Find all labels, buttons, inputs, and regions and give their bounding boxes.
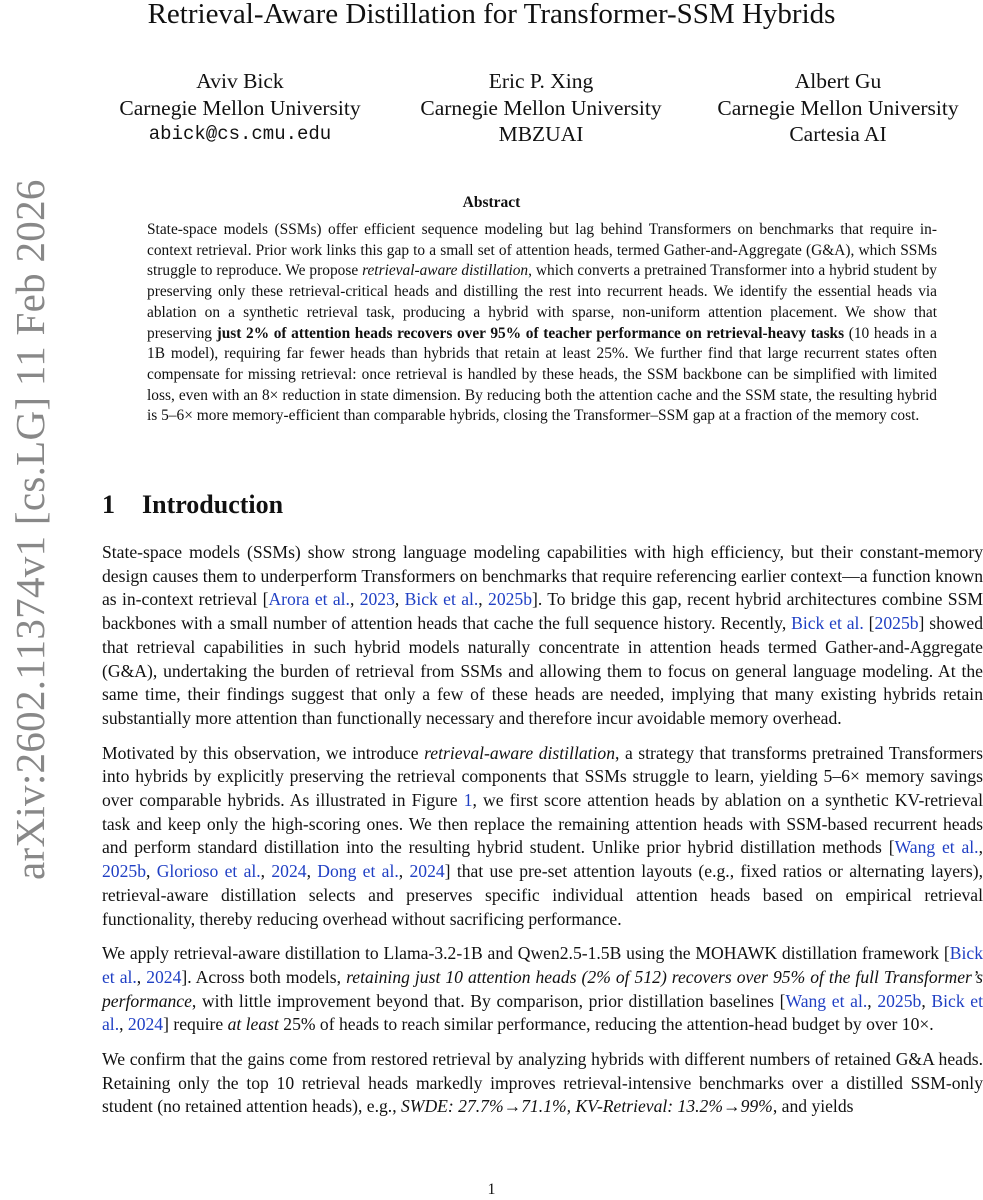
citation-link[interactable]: Wang et al.	[894, 837, 979, 858]
citation-link[interactable]: 2025b	[488, 589, 533, 610]
author-affiliation: Carnegie Mellon University	[717, 95, 959, 120]
citation-link[interactable]: Glorioso et al.	[156, 861, 261, 882]
paragraph: We confirm that the gains come from restored retrieval by analyzing hybrids with different numbers of retained G&A heads. Retaining only the top 10 retrieval heads markedly improves retrieval-intensive benchmarks over a distilled SSM-only student (no retained attention heads), e.g., SWDE: 27.7%→71.1%, KV-Retrieval: 13.2%→99%, and yields	[102, 1049, 983, 1117]
citation-link[interactable]: 2024	[127, 1014, 164, 1035]
author-affiliation: MBZUAI	[498, 122, 584, 146]
author-affiliation: Carnegie Mellon University	[420, 95, 662, 120]
section-heading: 1 Introduction	[102, 490, 284, 519]
abstract-heading: Abstract	[462, 194, 521, 211]
citation-link[interactable]: Wang et al.	[785, 990, 868, 1011]
citation-link[interactable]: 2025b	[102, 861, 146, 882]
figure-link[interactable]: 1	[463, 790, 473, 811]
citation-link[interactable]: Bick et al.	[404, 589, 479, 610]
citation-link[interactable]: 2025b	[877, 990, 922, 1011]
author-block	[693, 68, 983, 148]
citation-link[interactable]: 2024	[146, 966, 182, 987]
abstract-text: State-space models (SSMs) offer efficient sequence modeling but lag behind Transformers on benchmarks that require in-context retrieval. Prior work links this gap to a small set of attention heads, termed Gather-and-Aggregate (G&A), which SSMs struggle to reproduce. We propose retrieval-aware distillation, which converts a pretrained Transformer into a hybrid student by preserving only these retrieval-critical heads and distilling the rest into recurrent heads. We identify the essential heads via ablation on a synthetic retrieval task, producing a hybrid with sparse, non-uniform attention placement. We show that preserving just 2% of attention heads recovers over 95% of teacher performance on retrieval-heavy tasks (10 heads in a 1B model), requiring far fewer heads than hybrids that retain at least 25%. We further find that large recurrent states often compensate for missing retrieval: once retrieval is handled by these heads, the SSM backbone can be simplified with limited loss, even with an 8× reduction in state dimension. By reducing both the attention cache and the SSM state, the resulting hybrid is 5–6× more memory-efficient than comparable hybrids, closing the Transformer–SSM gap at a fraction of the memory cost.	[147, 221, 937, 425]
page-number: 1	[487, 1181, 496, 1198]
author-affiliation: Cartesia AI	[789, 122, 887, 146]
paragraph: State-space models (SSMs) show strong language modeling capabilities with high efficiency, but their constant-memory design causes them to underperform Transformers on benchmarks that require referencing earlier context—a function known as in-context retrieval [Arora et al., 2023, Bick et al., 2025b]. To bridge this gap, recent hybrid architectures combine SSM backbones with a small number of attention heads that cache the full sequence history. Recently, Bick et al. [2025b] showed that retrieval capabilities in such hybrid models naturally concentrate in attention heads termed Gather-and-Aggregate (G&A), undertaking the burden of retrieval from SSMs and allowing them to focus on general language modeling. At the same time, their findings suggest that only a few of these heads are needed, implying that many existing hybrids retain substantially more attention than functionally necessary and therefore incur avoidable memory overhead.	[102, 542, 983, 728]
citation-link[interactable]: Bick et al.	[791, 613, 864, 634]
citation-link[interactable]: 2025b	[874, 613, 919, 634]
citation-link[interactable]: Bick et al.	[102, 990, 983, 1035]
author-email[interactable]: abick@cs.cmu.edu	[148, 123, 332, 145]
author-name: Aviv Bick	[196, 69, 284, 93]
citation-link[interactable]: 2024	[409, 861, 445, 882]
body-text	[102, 541, 983, 1130]
citation-link[interactable]: Arora et al.	[268, 589, 350, 610]
citation-link[interactable]: Dong et al.	[317, 861, 399, 882]
author-block	[95, 68, 385, 148]
citation-link[interactable]: 2023	[359, 589, 395, 610]
paper-title: Retrieval-Aware Distillation for Transformer-SSM Hybrids	[147, 0, 836, 30]
citation-link[interactable]: 2024	[271, 861, 307, 882]
author-name: Albert Gu	[794, 69, 882, 93]
paragraph: We apply retrieval-aware distillation to Llama-3.2-1B and Qwen2.5-1.5B using the MOHAWK distillation framework [Bick et al., 2024]. Across both models, retaining just 10 attention heads (2% of 512) recovers over 95% of the full Transformer’s performance, with little improvement beyond that. By comparison, prior distillation baselines [Wang et al., 2025b, Bick et al., 2024] require at least 25% of heads to reach similar performance, reducing the attention-head budget by over 10×.	[102, 943, 983, 1035]
author-name: Eric P. Xing	[488, 69, 594, 93]
paragraph: Motivated by this observation, we introduce retrieval-aware distillation, a strategy that transforms pretrained Transformers into hybrids by explicitly preserving the retrieval components that SSMs struggle to learn, yielding 5–6× memory savings over comparable hybrids. As illustrated in Figure 1, we first score attention heads by ablation on a synthetic KV-retrieval task and keep only the high-scoring ones. We then replace the remaining attention heads with SSM-based recurrent heads and perform standard distillation into the resulting hybrid student. Unlike prior hybrid distillation methods [Wang et al., 2025b, Glorioso et al., 2024, Dong et al., 2024] that use pre-set attention layouts (e.g., fixed ratios or alternating layers), retrieval-aware distillation selects and preserves specific individual attention heads based on empirical retrieval functionality, thereby reducing overhead without sacrificing performance.	[102, 742, 983, 929]
citation-link[interactable]: Bick et al.	[102, 943, 983, 987]
arxiv-stamp: arXiv:2602.11374v1 [cs.LG] 11 Feb 2026	[7, 179, 53, 880]
author-affiliation: Carnegie Mellon University	[119, 95, 361, 120]
author-block	[396, 68, 686, 148]
